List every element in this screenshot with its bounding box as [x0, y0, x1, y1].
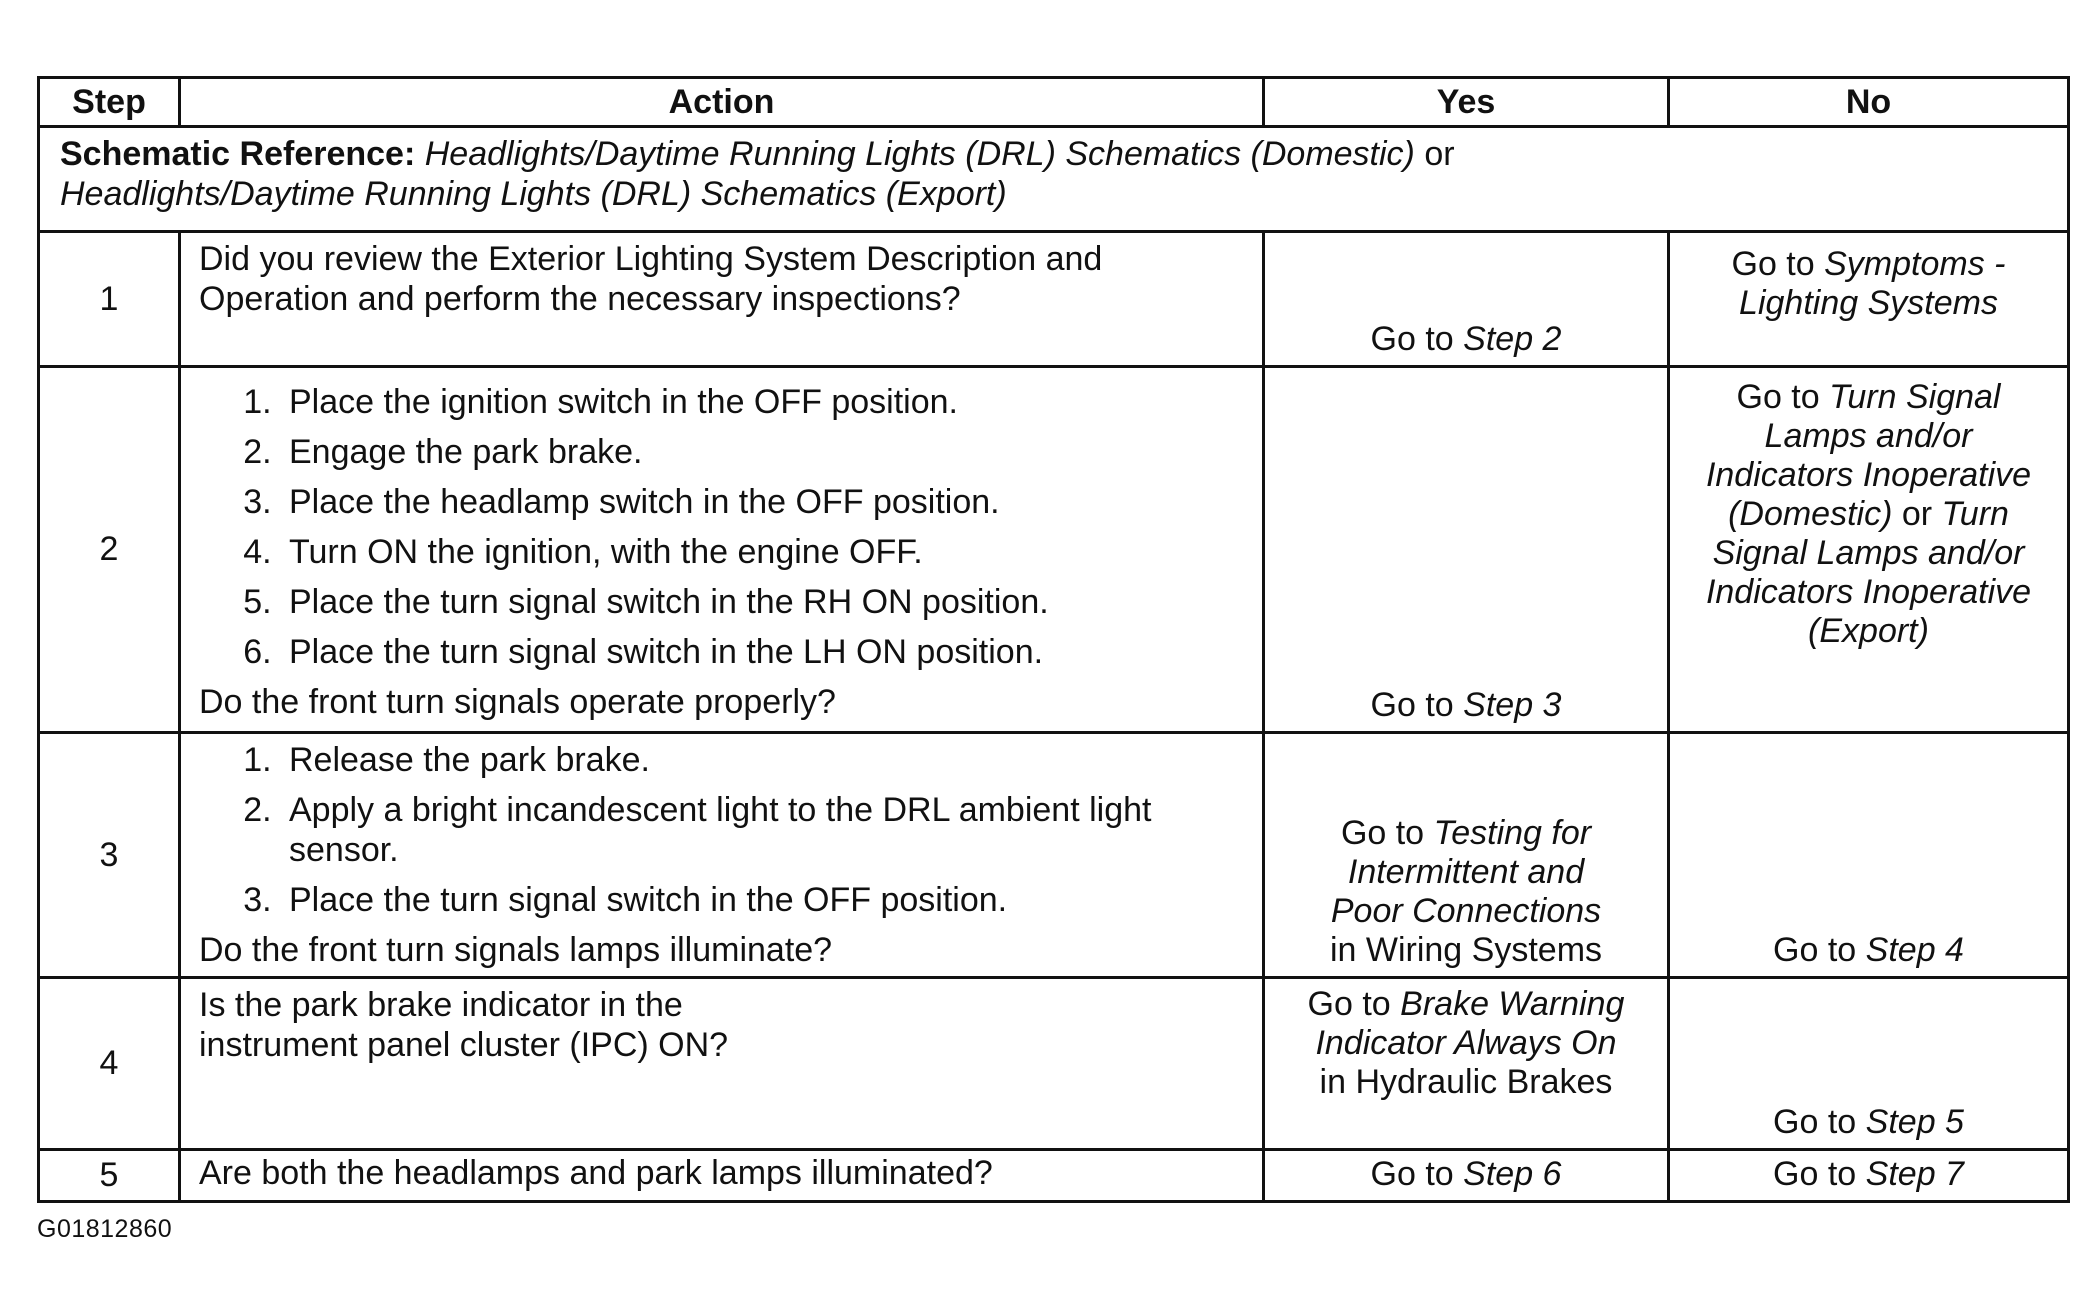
yes-link[interactable]: Testing for Intermittent and Poor Connections — [1330, 814, 1602, 930]
list-item: 1. Release the park brake. — [281, 740, 1244, 780]
no-prefix: Go to — [1731, 245, 1815, 283]
list-item: 2. Apply a bright incandescent light to the DRL ambient light sensor. — [281, 790, 1244, 870]
table-row — [39, 1150, 2069, 1202]
no-prefix: Go to — [1736, 378, 1820, 416]
no-cell — [1669, 1150, 2069, 1202]
no-link[interactable]: Step 4 — [1865, 931, 1964, 969]
step-number: 1 — [39, 232, 180, 367]
schematic-row — [39, 127, 2069, 232]
list-item: 3. Place the headlamp switch in the OFF position. — [281, 482, 1244, 522]
yes-cell — [1264, 978, 1669, 1150]
no-link[interactable]: Step 7 — [1865, 1155, 1964, 1193]
action-cell — [180, 232, 1264, 367]
header-yes: Yes — [1264, 78, 1669, 127]
no-prefix: Go to — [1773, 1155, 1857, 1193]
yes-link[interactable]: Step 2 — [1463, 320, 1562, 358]
yes-link[interactable]: Step 3 — [1463, 686, 1562, 724]
no-link[interactable]: Symptoms - Lighting Systems — [1739, 245, 2006, 322]
no-link-export[interactable]: Turn Signal Lamps and/or Indicators Inoperative (Export) — [1705, 495, 2032, 650]
yes-prefix: Go to — [1340, 814, 1425, 852]
action-cell — [180, 978, 1264, 1150]
figure-code: G01812860 — [37, 1215, 173, 1243]
diagnostic-table — [37, 76, 2070, 1203]
no-cell — [1669, 978, 2069, 1150]
step-number: 2 — [39, 367, 180, 733]
no-cell — [1669, 367, 2069, 733]
action-question: Do the front turn signals lamps illuminate? — [199, 931, 833, 969]
list-item: 5. Place the turn signal switch in the RH ON position. — [281, 582, 1244, 622]
yes-prefix: Go to — [1370, 1155, 1454, 1193]
action-cell — [180, 1150, 1264, 1202]
schematic-label: Schematic Reference: — [60, 135, 416, 173]
action-steps-list — [199, 740, 1244, 920]
yes-link[interactable]: Brake Warning Indicator Always On — [1315, 985, 1625, 1062]
list-item: 6. Place the turn signal switch in the LH ON position. — [281, 632, 1244, 672]
list-item: 4. Turn ON the ignition, with the engine OFF. — [281, 532, 1244, 572]
step-number: 4 — [39, 978, 180, 1150]
table-row — [39, 733, 2069, 978]
yes-cell — [1264, 733, 1669, 978]
header-step: Step — [39, 78, 180, 127]
no-link-domestic[interactable]: Turn Signal Lamps and/or Indicators Inoperative (Domestic) — [1705, 378, 2032, 533]
yes-prefix: Go to — [1370, 686, 1454, 724]
no-cell — [1669, 733, 2069, 978]
table-row — [39, 367, 2069, 733]
list-item: 2. Engage the park brake. — [281, 432, 1244, 472]
table-row — [39, 232, 2069, 367]
step-number: 5 — [39, 1150, 180, 1202]
no-link[interactable]: Step 5 — [1865, 1103, 1964, 1141]
header-action: Action — [180, 78, 1264, 127]
no-cell — [1669, 232, 2069, 367]
yes-prefix: Go to — [1307, 985, 1391, 1023]
action-cell — [180, 367, 1264, 733]
yes-cell — [1264, 1150, 1669, 1202]
table-row — [39, 978, 2069, 1150]
header-no: No — [1669, 78, 2069, 127]
yes-suffix: in Wiring Systems — [1329, 931, 1603, 969]
action-question: Do the front turn signals operate properly? — [199, 683, 836, 721]
yes-cell — [1264, 232, 1669, 367]
yes-link[interactable]: Step 6 — [1463, 1155, 1562, 1193]
schematic-or: or — [1424, 135, 1455, 173]
action-question: Are both the headlamps and park lamps illuminated? — [199, 1154, 993, 1192]
schematic-reference — [39, 127, 2069, 232]
header-row — [39, 78, 2069, 127]
list-item: 1. Place the ignition switch in the OFF position. — [281, 382, 1244, 422]
yes-suffix: in Hydraulic Brakes — [1319, 1063, 1613, 1101]
action-question: Is the park brake indicator in the instrument panel cluster (IPC) ON? — [199, 986, 729, 1064]
action-steps-list — [199, 382, 1244, 672]
step-number: 3 — [39, 733, 180, 978]
yes-cell — [1264, 367, 1669, 733]
yes-prefix: Go to — [1370, 320, 1454, 358]
schematic-link-export[interactable]: Headlights/Daytime Running Lights (DRL) Schematics (Export) — [60, 175, 1007, 213]
no-prefix: Go to — [1773, 931, 1857, 969]
no-or: or — [1901, 495, 1933, 533]
action-question: Did you review the Exterior Lighting System Description and Operation and perform the necessary inspections? — [199, 240, 1103, 318]
no-prefix: Go to — [1773, 1103, 1857, 1141]
action-cell — [180, 733, 1264, 978]
schematic-link-domestic[interactable]: Headlights/Daytime Running Lights (DRL) Schematics (Domestic) — [424, 135, 1415, 173]
list-item: 3. Place the turn signal switch in the OFF position. — [281, 880, 1244, 920]
